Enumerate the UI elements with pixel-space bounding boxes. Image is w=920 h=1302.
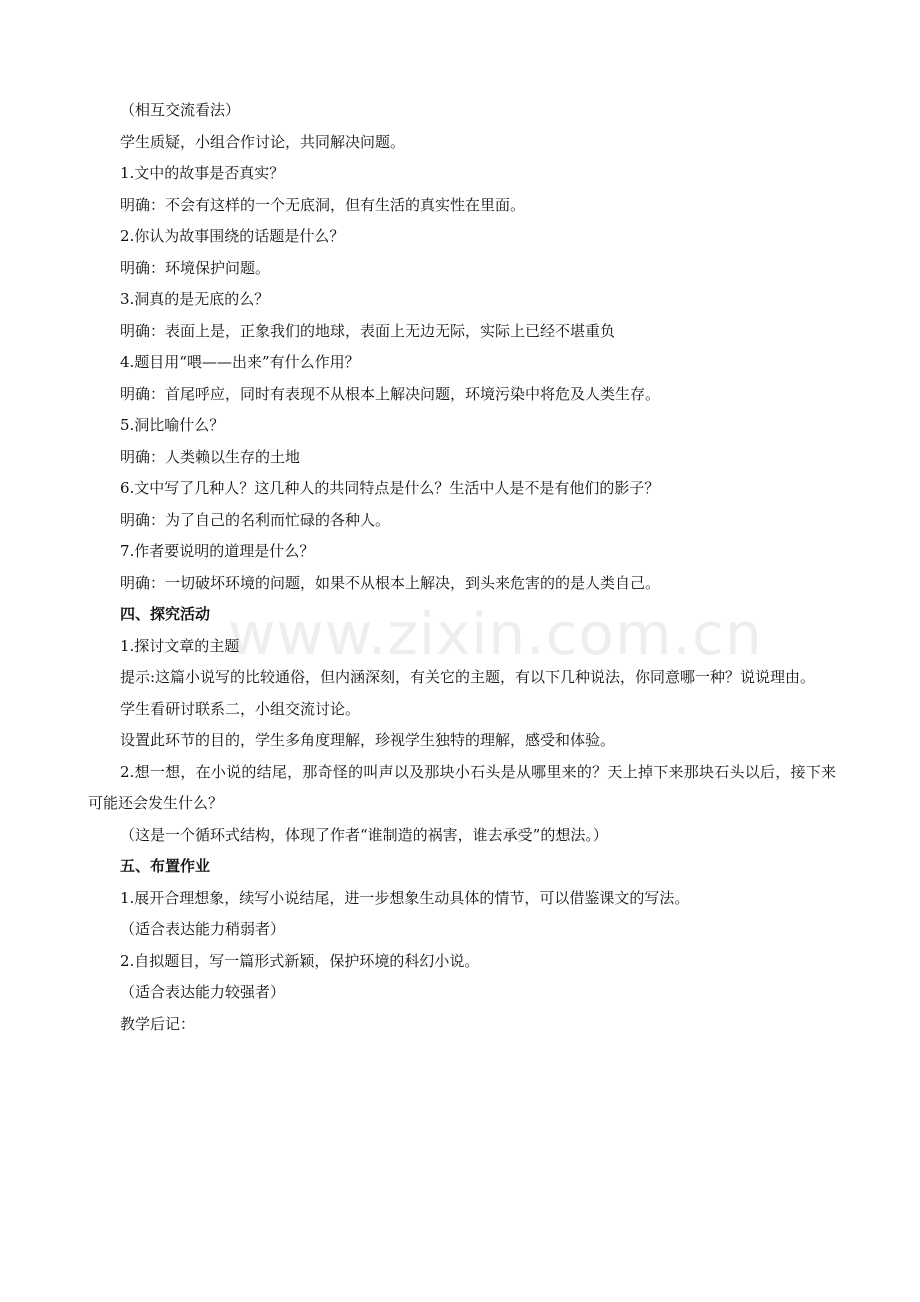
answer-line: 明确：为了自己的名利而忙碌的各种人。 [120, 510, 391, 529]
paragraph: 2.想一想，在小说的结尾，那奇怪的叫声以及那块小石头是从哪里来的？天上掉下来那块石头以后，接下来可能还会发生什么？ [88, 762, 836, 812]
text-line: 学生看研讨联系二，小组交流讨论。 [120, 699, 361, 718]
question-line: 4.题目用“喂——出来”有什么作用？ [120, 353, 360, 371]
text-line: 教学后记： [120, 1014, 196, 1033]
question-line: 5.洞比喻什么？ [120, 416, 225, 434]
answer-line: 明确：首尾呼应，同时有表现不从根本上解决问题，环境污染中将危及人类生存。 [120, 384, 661, 403]
answer-line: 明确：环境保护问题。 [120, 258, 271, 277]
answer-line: 明确：人类赖以生存的土地 [120, 447, 301, 466]
text-line: （适合表达能力稍弱者） [120, 920, 286, 938]
question-line: 2.你认为故事围绕的话题是什么？ [120, 227, 345, 245]
question-line: 3.洞真的是无底的么？ [120, 290, 270, 308]
section-heading: 五、布置作业 [120, 857, 211, 875]
paragraph: 提示:这篇小说写的比较通俗，但内涵深刻，有关它的主题，有以下几种说法，你同意哪一种？说说理由。 [120, 668, 816, 686]
text-line: 1.展开合理想象，续写小说结尾，进一步想象生动具体的情节，可以借鉴课文的写法。 [120, 888, 690, 907]
text-line: （这是一个循环式结构，体现了作者“谁制造的祸害，谁去承受”的想法。） [120, 825, 608, 844]
answer-line: 明确：不会有这样的一个无底洞，但有生活的真实性在里面。 [120, 195, 526, 214]
text-line: 1.探讨文章的主题 [120, 636, 240, 655]
text-line: 学生质疑，小组合作讨论，共同解决问题。 [120, 132, 406, 151]
answer-line: 明确：一切破坏环境的问题，如果不从根本上解决，到头来危害的的是人类自己。 [120, 573, 661, 592]
section-heading: 四、探究活动 [120, 605, 211, 623]
text-line: 设置此环节的目的，学生多角度理解，珍视学生独特的理解，感受和体验。 [120, 731, 616, 749]
text-line: （相互交流看法） [120, 101, 241, 119]
text-line: 2.自拟题目，写一篇形式新颖，保护环境的科幻小说。 [120, 951, 480, 970]
watermark: www.zixin.com.cn [228, 600, 763, 668]
document-body [88, 95, 836, 1040]
answer-line: 明确：表面上是，正象我们的地球，表面上无边无际，实际上已经不堪重负 [120, 321, 616, 340]
text-line: （适合表达能力较强者） [120, 983, 286, 1001]
question-line: 7.作者要说明的道理是什么？ [120, 542, 315, 560]
question-line: 1.文中的故事是否真实？ [120, 164, 285, 182]
question-line: 6.文中写了几种人？这几种人的共同特点是什么？生活中人是不是有他们的影子？ [120, 479, 660, 497]
